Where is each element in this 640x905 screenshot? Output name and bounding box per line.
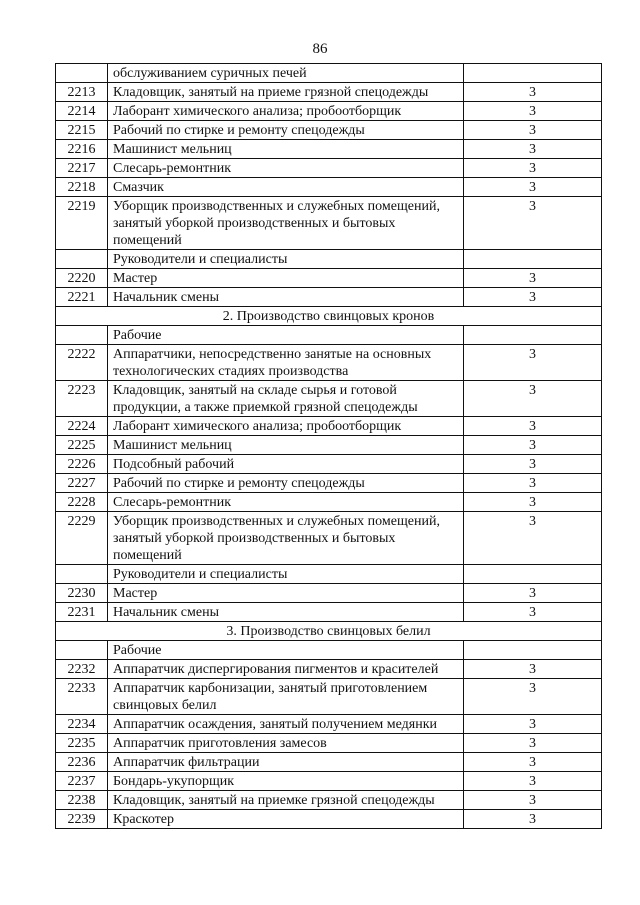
row-profession: Аппаратчик карбонизации, занятый приготовлением свинцовых белил [108,679,464,715]
row-number: 2236 [56,753,108,772]
row-profession: Начальник смены [108,288,464,307]
row-number: 2225 [56,436,108,455]
table-row [56,641,602,660]
row-value: 3 [464,345,602,381]
table-row [56,603,602,622]
row-value: 3 [464,455,602,474]
row-number: 2234 [56,715,108,734]
table-row [56,512,602,565]
table-row [56,715,602,734]
table-row [56,455,602,474]
table-row [56,269,602,288]
row-profession: Подсобный рабочий [108,455,464,474]
table-row [56,326,602,345]
row-profession: Слесарь-ремонтник [108,493,464,512]
row-value: 3 [464,436,602,455]
row-number: 2226 [56,455,108,474]
row-profession: Машинист мельниц [108,140,464,159]
row-profession: Кладовщик, занятый на приемке грязной спецодежды [108,791,464,810]
row-profession: Рабочие [108,326,464,345]
table-row [56,474,602,493]
table-row [56,178,602,197]
row-profession: Кладовщик, занятый на складе сырья и готовой продукции, а также приемкой грязной спецодежды [108,381,464,417]
page-number: 86 [312,41,328,57]
row-profession: Аппаратчик осаждения, занятый получением медянки [108,715,464,734]
row-value: 3 [464,159,602,178]
row-number: 2230 [56,584,108,603]
row-profession: Смазчик [108,178,464,197]
row-number: 2223 [56,381,108,417]
row-number: 2222 [56,345,108,381]
row-number: 2219 [56,197,108,250]
row-number: 2232 [56,660,108,679]
table-row [56,436,602,455]
row-value: 3 [464,810,602,829]
row-profession: Рабочий по стирке и ремонту спецодежды [108,121,464,140]
row-value: 3 [464,603,602,622]
table-row [56,734,602,753]
table-row [56,417,602,436]
row-value: 3 [464,660,602,679]
row-number: 2229 [56,512,108,565]
table-row [56,791,602,810]
row-value: 3 [464,791,602,810]
row-profession: Рабочий по стирке и ремонту спецодежды [108,474,464,493]
row-value: 3 [464,121,602,140]
row-number: 2214 [56,102,108,121]
row-number: 2231 [56,603,108,622]
row-profession: Руководители и специалисты [108,565,464,584]
table-row [56,565,602,584]
section-title: 3. Производство свинцовых белил [56,622,602,641]
row-number: 2239 [56,810,108,829]
row-profession: обслуживанием суричных печей [108,64,464,83]
row-value: 3 [464,83,602,102]
row-value: 3 [464,474,602,493]
row-value: 3 [464,734,602,753]
row-number: 2227 [56,474,108,493]
row-value: 3 [464,269,602,288]
row-number: 2216 [56,140,108,159]
row-profession: Начальник смены [108,603,464,622]
row-number: 2237 [56,772,108,791]
row-value: 3 [464,102,602,121]
row-number: 2238 [56,791,108,810]
table-row [56,810,602,829]
row-profession: Краскотер [108,810,464,829]
row-value: 3 [464,178,602,197]
row-profession: Руководители и специалисты [108,250,464,269]
row-number [56,250,108,269]
table-row [56,83,602,102]
table-row [56,660,602,679]
row-profession: Бондарь-укупорщик [108,772,464,791]
section-row [56,622,602,641]
table-row [56,772,602,791]
row-number: 2218 [56,178,108,197]
row-profession: Аппаратчик диспергирования пигментов и красителей [108,660,464,679]
table-row [56,250,602,269]
table-row [56,197,602,250]
row-value [464,565,602,584]
row-number [56,64,108,83]
row-profession: Мастер [108,269,464,288]
row-profession: Аппаратчики, непосредственно занятые на основных технологических стадиях производства [108,345,464,381]
row-number: 2224 [56,417,108,436]
row-value [464,64,602,83]
row-profession: Лаборант химического анализа; пробоотборщик [108,417,464,436]
row-number: 2220 [56,269,108,288]
table-row [56,64,602,83]
row-profession: Машинист мельниц [108,436,464,455]
row-value: 3 [464,417,602,436]
row-value: 3 [464,584,602,603]
row-profession: Аппаратчик фильтрации [108,753,464,772]
row-number [56,326,108,345]
table-row [56,121,602,140]
section-row [56,307,602,326]
table-row [56,140,602,159]
row-profession: Слесарь-ремонтник [108,159,464,178]
row-number: 2221 [56,288,108,307]
row-profession: Кладовщик, занятый на приеме грязной спецодежды [108,83,464,102]
table-row [56,493,602,512]
row-number: 2213 [56,83,108,102]
table-body [56,64,602,829]
row-profession: Уборщик производственных и служебных помещений, занятый уборкой производственных и бытовых помещений [108,512,464,565]
table-row [56,159,602,178]
table-row [56,381,602,417]
row-value: 3 [464,715,602,734]
row-value: 3 [464,288,602,307]
row-number [56,565,108,584]
row-value: 3 [464,140,602,159]
table-row [56,288,602,307]
table-row [56,584,602,603]
row-value [464,326,602,345]
table-row [56,345,602,381]
row-value: 3 [464,381,602,417]
row-profession: Мастер [108,584,464,603]
row-number: 2215 [56,121,108,140]
table-row [56,679,602,715]
row-number: 2228 [56,493,108,512]
row-profession: Аппаратчик приготовления замесов [108,734,464,753]
row-number: 2217 [56,159,108,178]
row-number: 2235 [56,734,108,753]
row-profession: Уборщик производственных и служебных помещений, занятый уборкой производственных и бытовых помещений [108,197,464,250]
row-profession: Лаборант химического анализа; пробоотборщик [108,102,464,121]
profession-table [55,63,602,829]
row-number: 2233 [56,679,108,715]
row-value: 3 [464,493,602,512]
section-title: 2. Производство свинцовых кронов [56,307,602,326]
row-number [56,641,108,660]
row-value: 3 [464,772,602,791]
row-value: 3 [464,197,602,250]
row-value: 3 [464,753,602,772]
row-value: 3 [464,679,602,715]
table-row [56,753,602,772]
row-profession: Рабочие [108,641,464,660]
table-row [56,102,602,121]
row-value [464,641,602,660]
row-value: 3 [464,512,602,565]
row-value [464,250,602,269]
